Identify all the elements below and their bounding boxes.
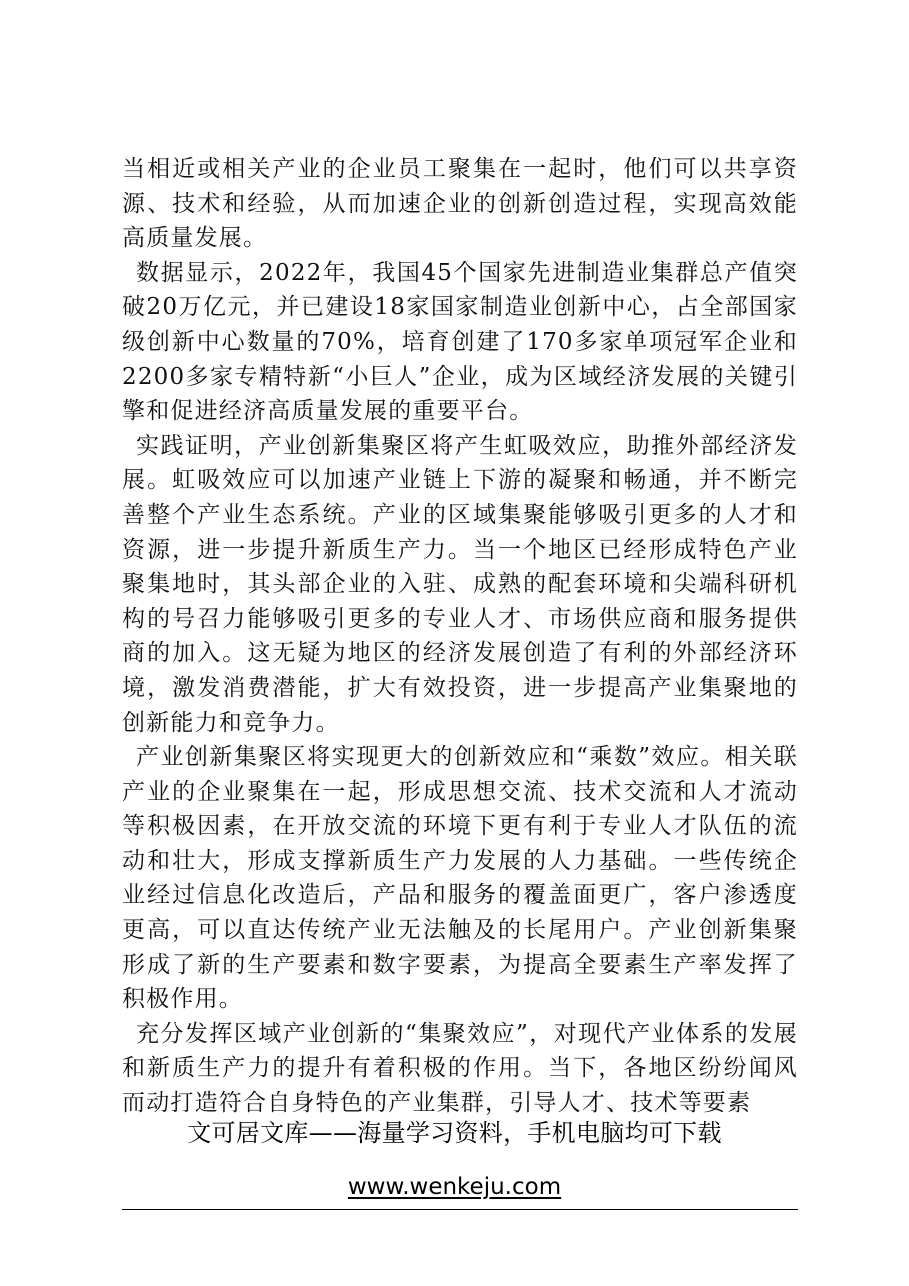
paragraph-4: 产业创新集聚区将实现更大的创新效应和“乘数”效应。相关联产业的企业聚集在一起，形成思想交流、技术交流和人才流动等积极因素，在开放交流的环境下更有利于专业人才队伍的流动和壮大，形成支撑新质生产力发展的人力基础。一些传统企业经过信息化改造后，产品和服务的覆盖面更广，客户渗透度更高，可以直达传统产业无法触及的长尾用户。产业创新集聚形成了新的生产要素和数字要素，为提高全要素生产率发挥了积极作用。 xyxy=(122,744,798,1013)
paragraph-2: 数据显示，2022年，我国45个国家先进制造业集群总产值突破20万亿元，并已建设18家国家制造业创新中心，占全部国家级创新中心数量的70%，培育创建了170多家单项冠军企业和2200多家专精特新“小巨人”企业，成为区域经济发展的关键引擎和促进经济高质量发展的重要平台。 xyxy=(122,259,798,425)
footer-url-link[interactable]: www.wenkeju.com xyxy=(347,1174,562,1200)
footer-divider xyxy=(122,1209,798,1210)
document-body xyxy=(122,152,798,1121)
paragraph-5: 充分发挥区域产业创新的“集聚效应”，对现代产业体系的发展和新质生产力的提升有着积极的作用。当下，各地区纷纷闻风而动打造符合自身特色的产业集群，引导人才、技术等要素 xyxy=(122,1020,798,1117)
paragraph-3: 实践证明，产业创新集聚区将产生虹吸效应，助推外部经济发展。虹吸效应可以加速产业链上下游的凝聚和畅通，并不断完善整个产业生态系统。产业的区域集聚能够吸引更多的人才和资源，进一步提升新质生产力。当一个地区已经形成特色产业聚集地时，其头部企业的入驻、成熟的配套环境和尖端科研机构的号召力能够吸引更多的专业人才、市场供应商和服务提供商的加入。这无疑为地区的经济发展创造了有利的外部经济环境，激发消费潜能，扩大有效投资，进一步提高产业集聚地的创新能力和竞争力。 xyxy=(122,432,798,736)
footer-title: 文可居文库——海量学习资料，手机电脑均可下载 xyxy=(187,1119,722,1147)
paragraph-1: 当相近或相关产业的企业员工聚集在一起时，他们可以共享资源、技术和经验，从而加速企业的创新创造过程，实现高效能高质量发展。 xyxy=(122,156,798,252)
